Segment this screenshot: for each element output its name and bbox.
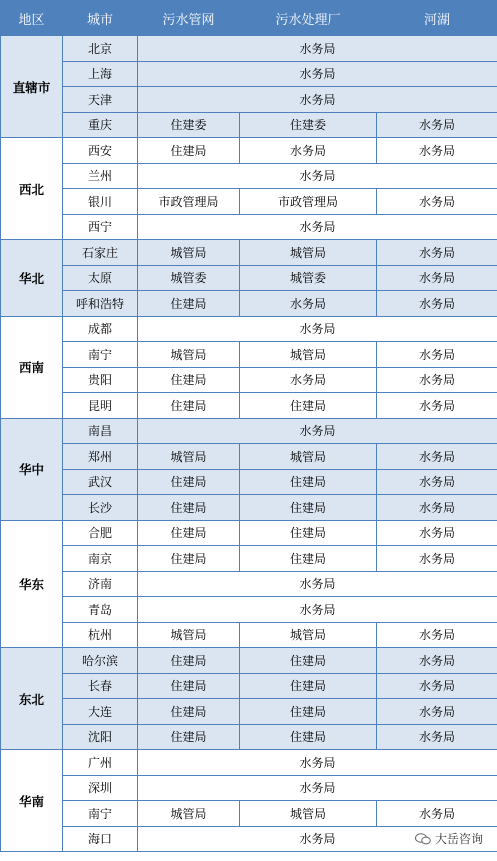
city-cell: 青岛 — [63, 597, 138, 623]
table-row — [1, 801, 497, 827]
city-cell: 贵阳 — [63, 367, 138, 393]
rivers-lakes-cell: 水务局 — [377, 546, 497, 572]
rivers-lakes-cell: 水务局 — [377, 699, 497, 725]
city-cell: 昆明 — [63, 393, 138, 419]
city-cell: 南昌 — [63, 418, 138, 444]
city-cell: 兰州 — [63, 163, 138, 189]
city-cell: 济南 — [63, 571, 138, 597]
sewer-network-cell: 住建局 — [138, 138, 240, 164]
authority-cell-merged: 水务局 — [138, 775, 497, 801]
table-row — [1, 495, 497, 521]
rivers-lakes-cell: 水务局 — [377, 138, 497, 164]
rivers-lakes-cell: 水务局 — [377, 495, 497, 521]
rivers-lakes-cell: 水务局 — [377, 342, 497, 368]
treatment-plant-cell: 城管局 — [240, 444, 377, 470]
table-row — [1, 699, 497, 725]
sewer-network-cell: 住建局 — [138, 699, 240, 725]
treatment-plant-cell: 住建局 — [240, 724, 377, 750]
table-row — [1, 520, 497, 546]
rivers-lakes-cell: 水务局 — [377, 393, 497, 419]
sewer-network-cell: 住建局 — [138, 393, 240, 419]
city-cell: 上海 — [63, 61, 138, 87]
table-row — [1, 622, 497, 648]
sewer-network-cell: 住建委 — [138, 112, 240, 138]
treatment-plant-cell: 城管局 — [240, 622, 377, 648]
table-row — [1, 163, 497, 189]
city-cell: 深圳 — [63, 775, 138, 801]
city-cell: 郑州 — [63, 444, 138, 470]
region-cell: 东北 — [1, 648, 63, 750]
table-row — [1, 87, 497, 113]
header-row — [1, 1, 497, 36]
header-rivers-lakes: 河湖 — [377, 1, 497, 36]
rivers-lakes-cell: 水务局 — [377, 673, 497, 699]
rivers-lakes-cell: 水务局 — [377, 622, 497, 648]
sewer-network-cell: 住建局 — [138, 520, 240, 546]
sewer-network-cell: 住建局 — [138, 469, 240, 495]
authority-cell-merged: 水务局 — [138, 214, 497, 240]
sewer-network-cell: 市政管理局 — [138, 189, 240, 215]
city-cell: 西宁 — [63, 214, 138, 240]
table-row — [1, 469, 497, 495]
city-cell: 沈阳 — [63, 724, 138, 750]
city-cell: 大连 — [63, 699, 138, 725]
authority-cell-merged: 水务局 — [138, 316, 497, 342]
sewer-network-cell: 城管局 — [138, 801, 240, 827]
table-row — [1, 418, 497, 444]
header-sewer-network: 污水管网 — [138, 1, 240, 36]
header-treatment-plant: 污水处理厂 — [240, 1, 377, 36]
region-cell: 华北 — [1, 240, 63, 317]
city-cell: 合肥 — [63, 520, 138, 546]
city-cell: 银川 — [63, 189, 138, 215]
rivers-lakes-cell: 水务局 — [377, 265, 497, 291]
city-cell: 西安 — [63, 138, 138, 164]
authority-cell-merged: 水务局 — [138, 61, 497, 87]
rivers-lakes-cell: 水务局 — [377, 240, 497, 266]
treatment-plant-cell: 住建局 — [240, 648, 377, 674]
treatment-plant-cell: 住建委 — [240, 112, 377, 138]
region-cell: 直辖市 — [1, 36, 63, 138]
table-row — [1, 750, 497, 776]
treatment-plant-cell: 住建局 — [240, 520, 377, 546]
city-cell: 南宁 — [63, 342, 138, 368]
city-cell: 呼和浩特 — [63, 291, 138, 317]
treatment-plant-cell: 住建局 — [240, 546, 377, 572]
rivers-lakes-cell: 水务局 — [377, 291, 497, 317]
table-row — [1, 112, 497, 138]
city-cell: 太原 — [63, 265, 138, 291]
authority-cell-merged: 水务局 — [138, 36, 497, 62]
authority-cell-merged: 水务局 — [138, 826, 497, 852]
authority-cell-merged: 水务局 — [138, 571, 497, 597]
region-cell: 华中 — [1, 418, 63, 520]
city-cell: 哈尔滨 — [63, 648, 138, 674]
table-row — [1, 36, 497, 62]
rivers-lakes-cell: 水务局 — [377, 801, 497, 827]
city-cell: 南宁 — [63, 801, 138, 827]
table-row — [1, 265, 497, 291]
sewer-network-cell: 住建局 — [138, 546, 240, 572]
city-cell: 石家庄 — [63, 240, 138, 266]
rivers-lakes-cell: 水务局 — [377, 469, 497, 495]
sewer-network-cell: 住建局 — [138, 673, 240, 699]
treatment-plant-cell: 市政管理局 — [240, 189, 377, 215]
region-cell: 西南 — [1, 316, 63, 418]
city-cell: 重庆 — [63, 112, 138, 138]
treatment-plant-cell: 水务局 — [240, 367, 377, 393]
table-row — [1, 291, 497, 317]
table-row — [1, 214, 497, 240]
table-row — [1, 367, 497, 393]
sewer-network-cell: 城管局 — [138, 622, 240, 648]
rivers-lakes-cell: 水务局 — [377, 189, 497, 215]
table-row — [1, 597, 497, 623]
watermark — [415, 830, 483, 847]
watermark-text: 大岳咨询 — [434, 832, 483, 846]
sewer-network-cell: 住建局 — [138, 495, 240, 521]
table-row — [1, 648, 497, 674]
authority-cell-merged: 水务局 — [138, 597, 497, 623]
sewer-network-cell: 城管局 — [138, 240, 240, 266]
table-row — [1, 546, 497, 572]
treatment-plant-cell: 城管局 — [240, 240, 377, 266]
city-cell: 北京 — [63, 36, 138, 62]
table-row — [1, 240, 497, 266]
sewer-network-cell: 城管委 — [138, 265, 240, 291]
city-cell: 长春 — [63, 673, 138, 699]
rivers-lakes-cell: 水务局 — [377, 112, 497, 138]
sewer-network-cell: 住建局 — [138, 724, 240, 750]
rivers-lakes-cell: 水务局 — [377, 648, 497, 674]
treatment-plant-cell: 水务局 — [240, 291, 377, 317]
authority-cell-merged: 水务局 — [138, 87, 497, 113]
table-row — [1, 444, 497, 470]
table-row — [1, 775, 497, 801]
authority-cell-merged: 水务局 — [138, 418, 497, 444]
city-cell: 成都 — [63, 316, 138, 342]
table-row — [1, 393, 497, 419]
treatment-plant-cell: 住建局 — [240, 673, 377, 699]
treatment-plant-cell: 城管局 — [240, 342, 377, 368]
treatment-plant-cell: 住建局 — [240, 699, 377, 725]
table-row — [1, 138, 497, 164]
authority-cell-merged: 水务局 — [138, 163, 497, 189]
region-cell: 华东 — [1, 520, 63, 648]
city-cell: 海口 — [63, 826, 138, 852]
city-cell: 长沙 — [63, 495, 138, 521]
treatment-plant-cell: 住建局 — [240, 495, 377, 521]
city-cell: 天津 — [63, 87, 138, 113]
table-row — [1, 342, 497, 368]
city-cell: 南京 — [63, 546, 138, 572]
header-region: 地区 — [1, 1, 63, 36]
table-body — [1, 36, 497, 852]
treatment-plant-cell: 住建局 — [240, 469, 377, 495]
sewer-network-cell: 住建局 — [138, 648, 240, 674]
city-cell: 杭州 — [63, 622, 138, 648]
sewer-network-cell: 城管局 — [138, 342, 240, 368]
city-cell: 武汉 — [63, 469, 138, 495]
rivers-lakes-cell: 水务局 — [377, 444, 497, 470]
treatment-plant-cell: 城管委 — [240, 265, 377, 291]
authority-cell-merged: 水务局 — [138, 750, 497, 776]
sewer-network-cell: 住建局 — [138, 367, 240, 393]
table-row — [1, 61, 497, 87]
rivers-lakes-cell: 水务局 — [377, 520, 497, 546]
treatment-plant-cell: 水务局 — [240, 138, 377, 164]
header-city: 城市 — [63, 1, 138, 36]
treatment-plant-cell: 住建局 — [240, 393, 377, 419]
treatment-plant-cell: 城管局 — [240, 801, 377, 827]
table-row — [1, 189, 497, 215]
rivers-lakes-cell: 水务局 — [377, 724, 497, 750]
table-row — [1, 673, 497, 699]
city-cell: 广州 — [63, 750, 138, 776]
region-cell: 西北 — [1, 138, 63, 240]
table-row — [1, 571, 497, 597]
table-row — [1, 316, 497, 342]
wechat-icon — [415, 833, 431, 845]
sewer-network-cell: 住建局 — [138, 291, 240, 317]
sewer-network-cell: 城管局 — [138, 444, 240, 470]
rivers-lakes-cell: 水务局 — [377, 367, 497, 393]
table-row — [1, 724, 497, 750]
region-cell: 华南 — [1, 750, 63, 852]
